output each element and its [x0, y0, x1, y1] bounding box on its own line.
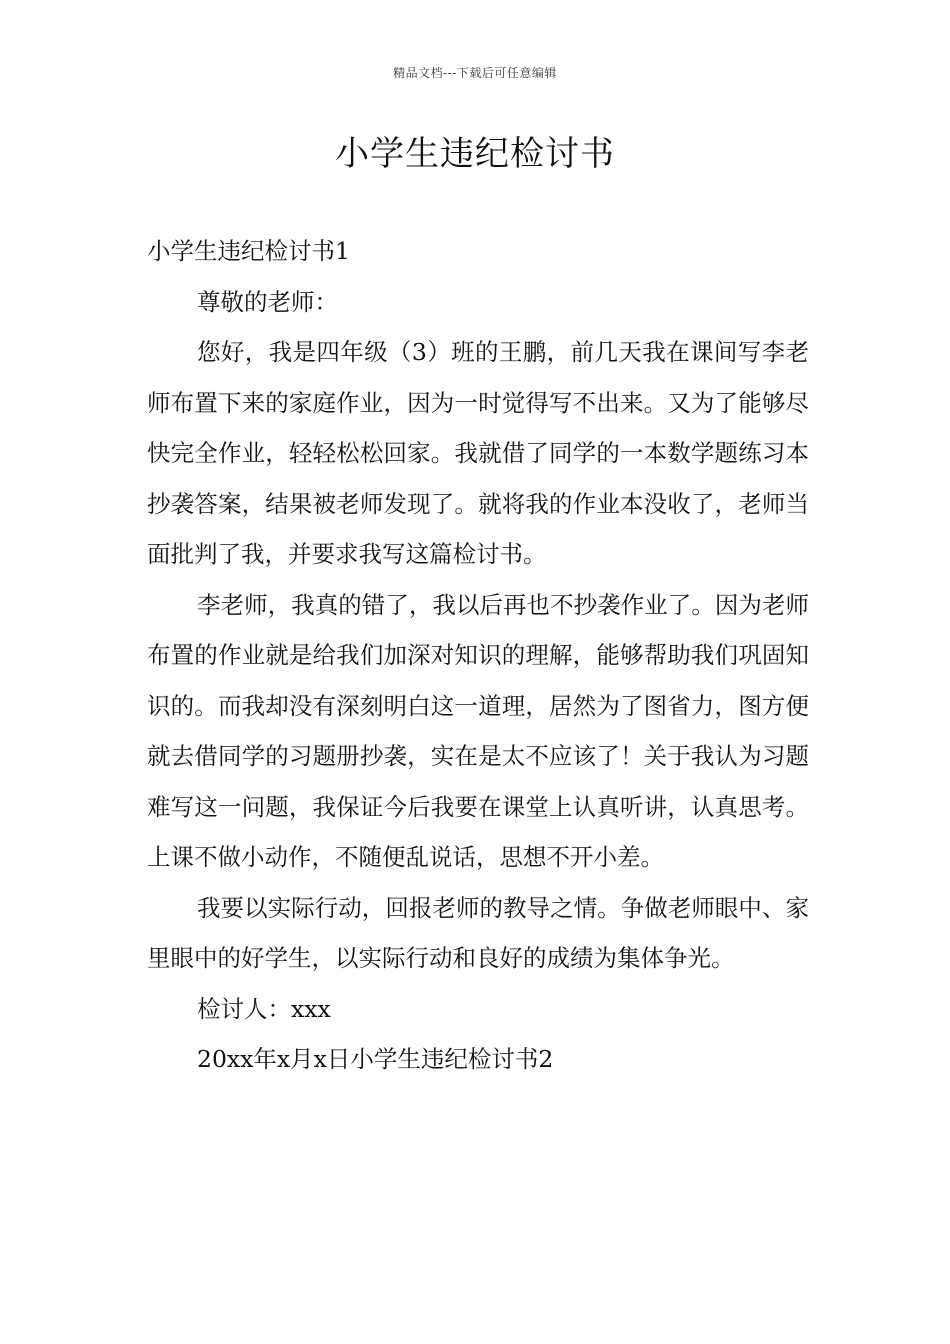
salutation: 尊敬的老师： — [197, 287, 338, 316]
section-heading-1: 小学生违纪检讨书1 — [147, 237, 350, 265]
document-body — [147, 226, 809, 1085]
date-and-next-heading: 20xx年x月x日小学生违纪检讨书2 — [197, 1045, 554, 1073]
paragraph-1: 您好，我是四年级（3）班的王鹏，前几天我在课间写李老师布置下来的家庭作业，因为一时觉得写不出来。又为了能够尽快完全作业，轻轻松松回家。我就借了同学的一本数学题练习本抄袭答案，结果被老师发现了。就将我的作业本没收了，老师当面批判了我，并要求我写这篇检讨书。 — [147, 338, 809, 568]
document-title: 小学生违纪检讨书 — [335, 134, 615, 174]
signature-line: 检讨人：xxx — [197, 994, 331, 1023]
paragraph-3: 我要以实际行动，回报老师的教导之情。争做老师眼中、家里眼中的好学生，以实际行动和良好的成绩为集体争光。 — [147, 893, 809, 972]
paragraph-2: 李老师，我真的错了，我以后再也不抄袭作业了。因为老师布置的作业就是给我们加深对知识的理解，能够帮助我们巩固知识的。而我却没有深刻明白这一道理，居然为了图省力，图方便就去借同学的习题册抄袭，实在是太不应该了！关于我认为习题难写这一问题，我保证今后我要在课堂上认真听讲，认真思考。上课不做小动作，不随便乱说话，思想不开小差。 — [147, 590, 809, 871]
running-header: 精品文档---下载后可任意编辑 — [393, 66, 557, 80]
